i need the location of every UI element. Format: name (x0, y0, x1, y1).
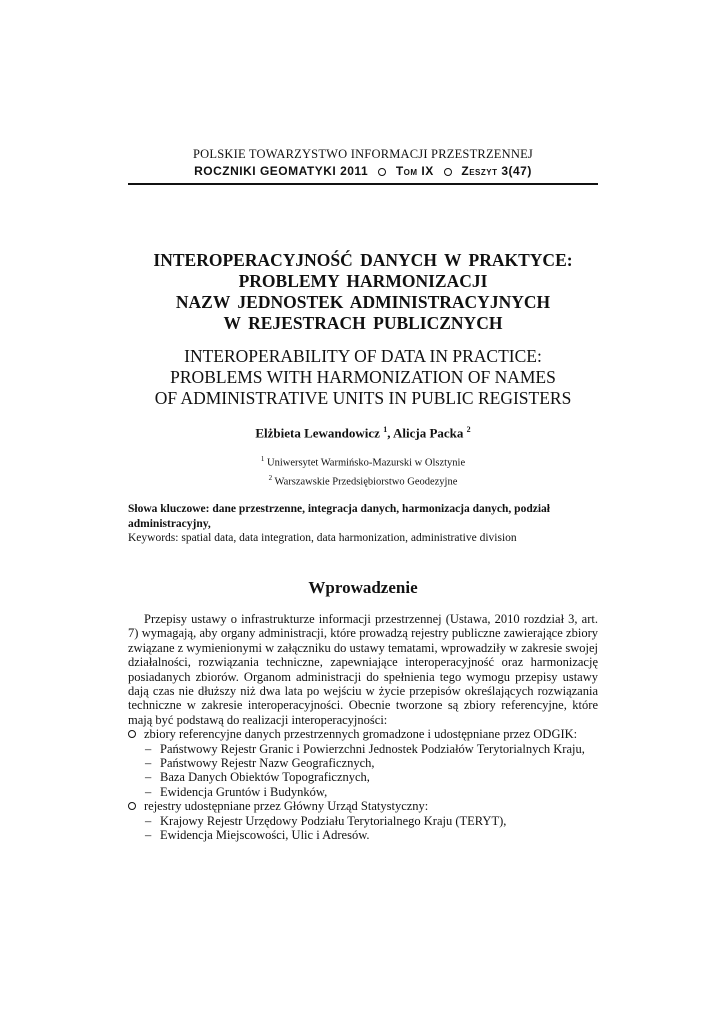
issue: Zeszyt 3(47) (461, 164, 532, 178)
title-en-line: INTEROPERABILITY OF DATA IN PRACTICE: (184, 346, 542, 366)
dash-bullet: – (145, 770, 152, 785)
affiliations (128, 452, 598, 489)
circle-bullet-icon (128, 802, 136, 810)
list-item (128, 756, 598, 770)
list-item (128, 828, 598, 842)
title-pl-line: PROBLEMY HARMONIZACJI (238, 271, 488, 291)
list-item-text: zbiory referencyjne danych przestrzennych gromadzone i udostępniane przez ODGIK: (144, 727, 578, 742)
header-rule (128, 183, 598, 185)
title-pl-line: W REJESTRACH PUBLICZNYCH (223, 313, 503, 333)
affiliation (128, 471, 598, 490)
author-name: Elżbieta Lewandowicz (255, 425, 380, 441)
author-separator: , (387, 425, 391, 441)
list-item (128, 727, 598, 741)
list-item (128, 742, 598, 756)
list-item-text: Ewidencja Gruntów i Budynków, (160, 784, 328, 799)
list-item-text: Baza Danych Obiektów Topograficznych, (160, 770, 370, 785)
circle-separator-icon (444, 168, 452, 176)
affiliation-mark: 1 (383, 425, 388, 434)
section-body (128, 612, 598, 843)
body-paragraph: Przepisy ustawy o infrastrukturze informacji przestrzennej (Ustawa, 2010 rozdział 3, art. 7) wymagają, aby organy administracji, które prowadzą rejestry publiczne zawierające zbiory związane z wymienionymi w załączniku do ustawy tematami, wprowadziły w zakresie swojej działalności, rozwiązania techniczne, zapewniające interoperacyjność oraz harmonizację posiadanych zbiorów. Organom administracji do spełnienia tego wymogu przepisy ustawy dają czas nie dłuższy niż dwa lata po wejściu w życie przepisów określających rozwiązania techniczne w zakresie interoperacyjności. Obecnie tworzone są zbiory referencyjne, które mają być podstawą do realizacji interoperacyjności: (128, 612, 598, 727)
keywords-polish: Słowa kluczowe: dane przestrzenne, integracja danych, harmonizacja danych, podział administracyjny, (128, 503, 550, 530)
title-polish (128, 250, 598, 334)
affiliation-mark: 2 (466, 425, 471, 434)
circle-separator-icon (378, 168, 386, 176)
title-english (128, 346, 598, 409)
journal-issue-line (128, 164, 598, 178)
keywords-block (128, 502, 598, 546)
list-item-text: rejestry udostępniane przez Główny Urząd Statystyczny: (144, 799, 429, 814)
dash-bullet: – (145, 828, 152, 843)
title-pl-line: INTEROPERACYJNOŚĆ DANYCH W PRAKTYCE: (153, 250, 573, 270)
reference-sets-list (128, 727, 598, 842)
affiliation-mark: 1 (260, 455, 265, 463)
volume: Tom IX (395, 164, 434, 178)
affiliation-mark: 2 (268, 473, 273, 482)
affiliation (128, 452, 598, 471)
author-name: Alicja Packa (392, 425, 464, 441)
circle-bullet-icon (128, 730, 136, 738)
title-en-line: PROBLEMS WITH HARMONIZATION OF NAMES (170, 367, 556, 387)
authors (128, 425, 598, 441)
list-item (128, 770, 598, 784)
list-item-text: Państwowy Rejestr Nazw Geograficznych, (160, 756, 375, 771)
title-en-line: OF ADMINISTRATIVE UNITS IN PUBLIC REGISTERS (154, 388, 572, 408)
section-heading: Wprowadzenie (308, 578, 418, 597)
affiliation-name: Uniwersytet Warmińsko-Mazurski w Olsztynie (266, 457, 466, 469)
list-item-text: Krajowy Rejestr Urzędowy Podziału Terytorialnego Kraju (TERYT), (160, 813, 507, 828)
society-name: POLSKIE TOWARZYSTWO INFORMACJI PRZESTRZENNEJ (193, 147, 533, 161)
journal-name: ROCZNIKI GEOMATYKI 2011 (194, 164, 369, 178)
list-item (128, 814, 598, 828)
dash-bullet: – (145, 756, 152, 771)
list-item-text: Państwowy Rejestr Granic i Powierzchni Jednostek Podziałów Terytorialnych Kraju, (160, 741, 585, 756)
dash-bullet: – (145, 784, 152, 799)
list-item-text: Ewidencja Miejscowości, Ulic i Adresów. (160, 828, 370, 843)
dash-bullet: – (145, 813, 152, 828)
title-pl-line: NAZW JEDNOSTEK ADMINISTRACYJNYCH (175, 292, 551, 312)
list-item (128, 785, 598, 799)
dash-bullet: – (145, 741, 152, 756)
keywords-english: Keywords: spatial data, data integration, data harmonization, administrative division (128, 532, 517, 544)
list-item (128, 799, 598, 813)
affiliation-name: Warszawskie Przedsiębiorstwo Geodezyjne (274, 476, 458, 487)
